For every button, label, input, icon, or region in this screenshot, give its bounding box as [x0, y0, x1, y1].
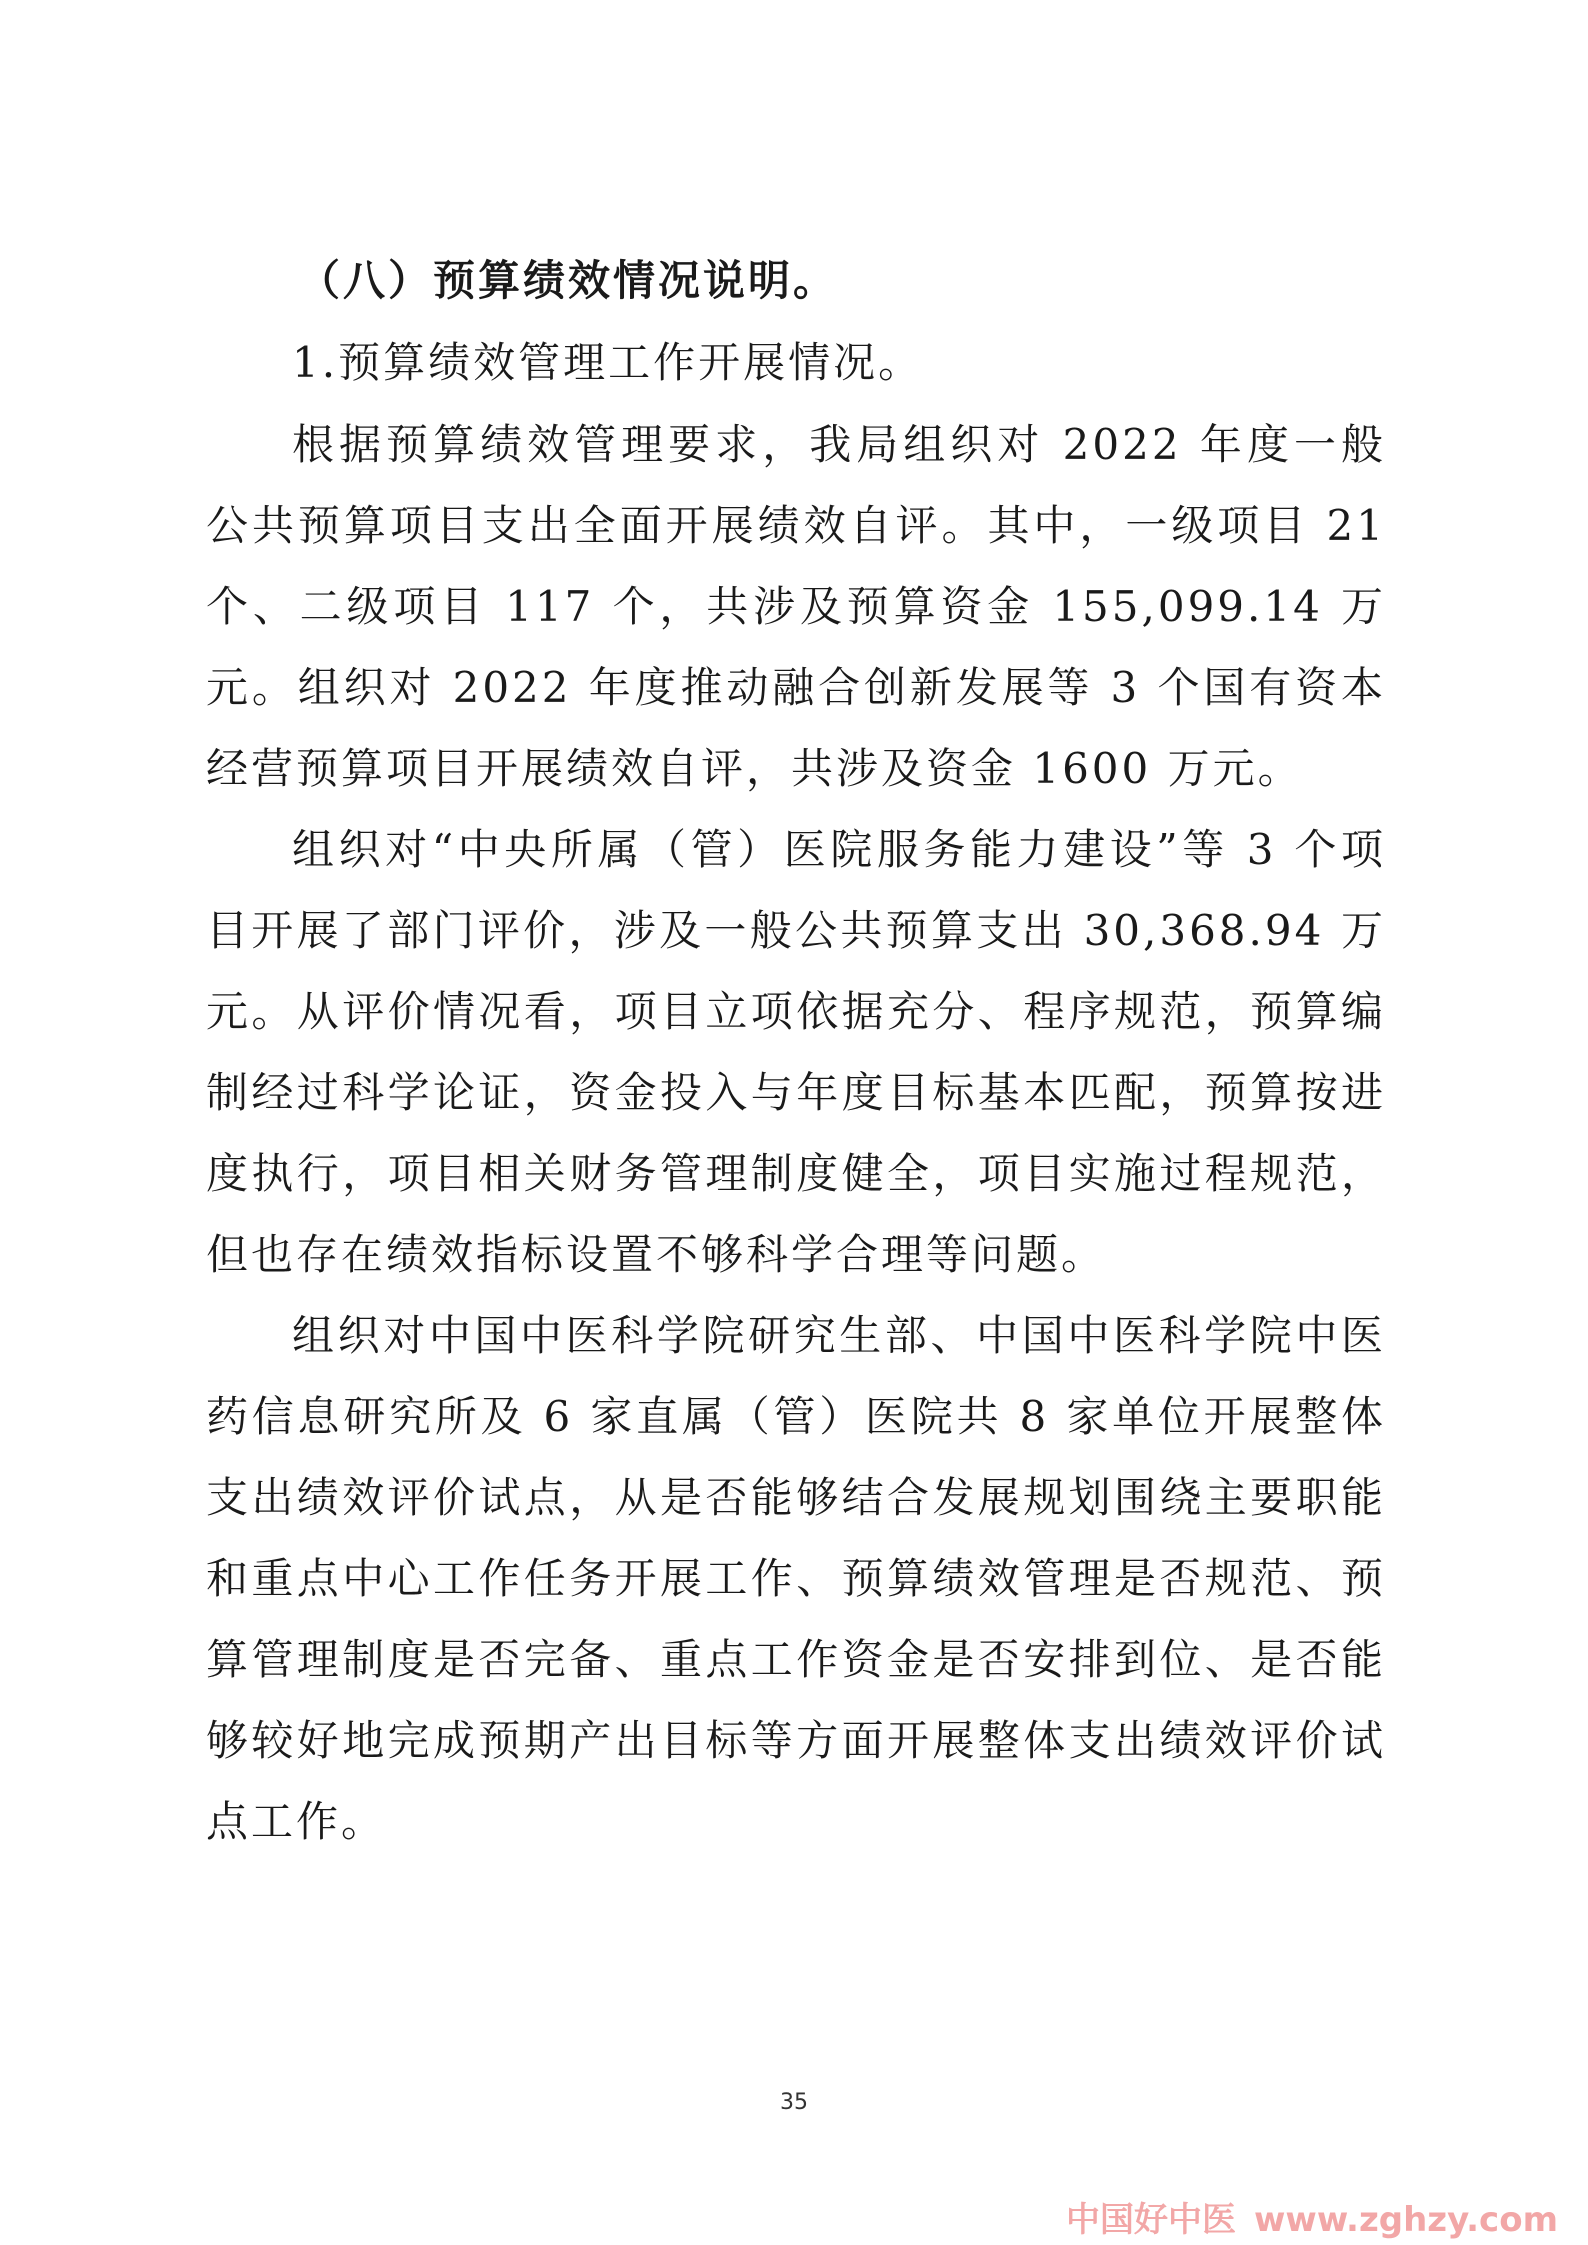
- watermark-url: www.zghzy.com: [1254, 2200, 1558, 2240]
- watermark: [1048, 2192, 1558, 2241]
- paragraph-department-evaluation: 组织对“中央所属（管）医院服务能力建设”等 3 个项目开展了部门评价，涉及一般公共预算支出 30,368.94 万元。从评价情况看，项目立项依据充分、程序规范，预算编制经过科学论证，资金投入与年度目标基本匹配，预算按进度执行，项目相关财务管理制度健全，项目实施过程规范，但也存在绩效指标设置不够科学合理等问题。: [206, 825, 1386, 1279]
- watermark-site-name: 中国好中医: [1066, 2200, 1236, 2240]
- subsection-heading: 1.预算绩效管理工作开展情况。: [292, 338, 924, 387]
- paragraph-overall-evaluation-pilot: 组织对中国中医科学院研究生部、中国中医科学院中医药信息研究所及 6 家直属（管）医院共 8 家单位开展整体支出绩效评价试点，从是否能够结合发展规划围绕主要职能和重点中心工作任务开展工作、预算绩效管理是否规范、预算管理制度是否完备、重点工作资金是否安排到位、是否能够较好地完成预期产出目标等方面开展整体支出绩效评价试点工作。: [206, 1311, 1386, 1846]
- document-body: [206, 240, 1386, 1862]
- page-number: 35: [780, 2090, 808, 2115]
- section-heading: （八）预算绩效情况说明。: [298, 256, 839, 305]
- paragraph-self-evaluation: 根据预算绩效管理要求，我局组织对 2022 年度一般公共预算项目支出全面开展绩效自评。其中，一级项目 21 个、二级项目 117 个，共涉及预算资金 155,099.14 万元。组织对 2022 年度推动融合创新发展等 3 个国有资本经营预算项目开展绩效自评，共涉及资金 1600 万元。: [206, 420, 1386, 793]
